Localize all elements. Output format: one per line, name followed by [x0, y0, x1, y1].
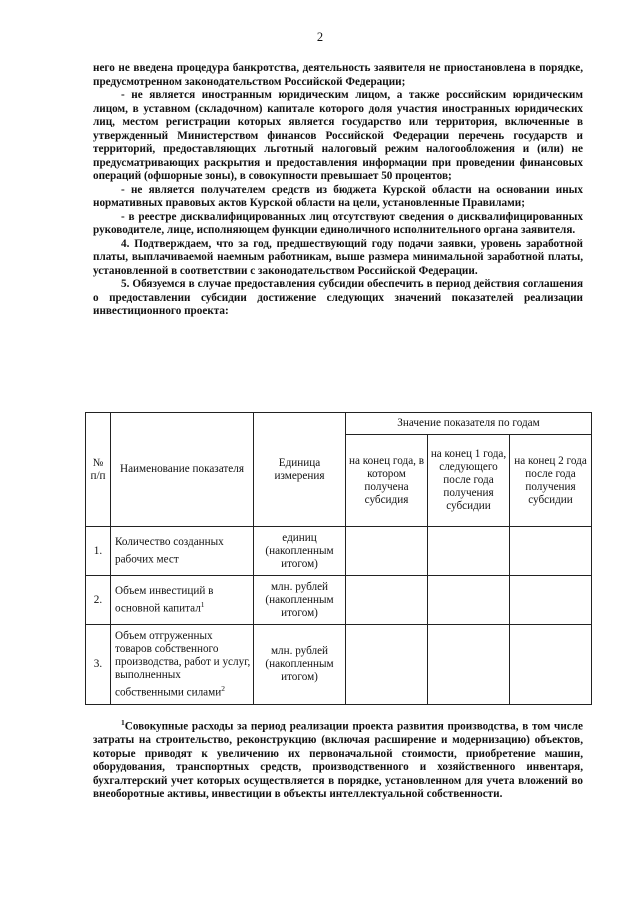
row-name: Объем инвестиций в основной капитал$^1$ — [111, 576, 254, 625]
row-value-year-2 — [428, 576, 510, 625]
paragraph: него не введена процедура банкротства, деятельность заявителя не приостановлена в порядке, предусмотренном законодательством Российской Федерации; — [93, 62, 583, 88]
footnote — [93, 716, 583, 802]
footnote-ref: 1 — [200, 599, 205, 609]
row-num: 1. — [86, 527, 111, 576]
header-year-2: на конец 1 года, следующего после года получения субсидии — [428, 435, 510, 527]
row-value-year-1 — [346, 527, 428, 576]
footnote-marker: 1 — [121, 718, 125, 727]
row-value-year-3 — [510, 527, 592, 576]
row-value-year-3 — [510, 576, 592, 625]
paragraph: - в реестре дисквалифицированных лиц отсутствуют сведения о дисквалифицированных руководителе, лице, исполняющем функции единоличного исполнительного органа заявителя. — [93, 210, 583, 236]
header-unit: Единица измерения — [254, 413, 346, 527]
footnote-text: Совокупные расходы за период реализации проекта развития производства, в том числе затраты на строительство, реконструкцию (включая расширение и модернизацию) объектов, которые приводят к увеличению их первоначальной стоимости, приобретение машин, оборудования, транспортных средств, производственного и хозяйственного инвентаря, бухгалтерский учет которых осуществляется в порядке, установленном для учета вложений во внеоборотные активы, инвестиции в объекты интеллектуальной собственности. — [93, 720, 583, 801]
paragraph: 5. Обязуемся в случае предоставления субсидии обеспечить в период действия соглашения о предоставлении субсидии достижение следующих значений показателей реализации инвестиционного проекта: — [93, 278, 583, 317]
row-value-year-2 — [428, 527, 510, 576]
footnote-ref: 2 — [221, 683, 225, 693]
row-value-year-1 — [346, 576, 428, 625]
header-num: № п/п — [86, 413, 111, 527]
header-year-3: на конец 2 года после года получения субсидии — [510, 435, 592, 527]
row-value-year-3 — [510, 625, 592, 705]
page-number: 2 — [316, 30, 324, 44]
row-name: Объем отгруженных товаров собственного производства, работ и услуг, выполненных собственными силами$^2$ — [111, 625, 254, 705]
paragraph: 4. Подтверждаем, что за год, предшествующий году подачи заявки, уровень заработной платы, выплачиваемой наемным работникам, выше размера минимальной заработной платы, установленной в соответствии с законодательством Российской Федерации. — [93, 237, 583, 277]
table-row — [86, 576, 592, 625]
row-value-year-2 — [428, 625, 510, 705]
paragraph: - не является получателем средств из бюджета Курской области на основании иных нормативных правовых актов Курской области на цели, установленные Правилами; — [93, 183, 583, 209]
row-name: Количество созданных рабочих мест — [111, 527, 254, 576]
row-unit: млн. рублей (накопленным итогом) — [254, 625, 346, 705]
row-unit: единиц (накопленным итогом) — [254, 527, 346, 576]
body-text — [93, 62, 583, 319]
row-value-year-1 — [346, 625, 428, 705]
row-unit: млн. рублей (накопленным итогом) — [254, 576, 346, 625]
table-row — [86, 527, 592, 576]
paragraph: - не является иностранным юридическим лицом, а также российским юридическим лицом, в уставном (складочном) капитале которого доля участия иностранных юридических лиц, местом регистрации которых является государство или территория, включенные в утвержденный Министерством финансов Российской Федерации перечень государств и территорий, предоставляющих льготный налоговый режим налогообложения и (или) не предусматривающих раскрытия и предоставления информации при проведении финансовых операций (офшорные зоны), в совокупности превышает 50 процентов; — [93, 89, 583, 182]
header-year-1: на конец года, в котором получена субсидия — [346, 435, 428, 527]
table-row — [86, 625, 592, 705]
row-num: 3. — [86, 625, 111, 705]
header-years-group: Значение показателя по годам — [346, 413, 592, 435]
indicators-table — [85, 412, 592, 705]
header-name: Наименование показателя — [111, 413, 254, 527]
row-num: 2. — [86, 576, 111, 625]
